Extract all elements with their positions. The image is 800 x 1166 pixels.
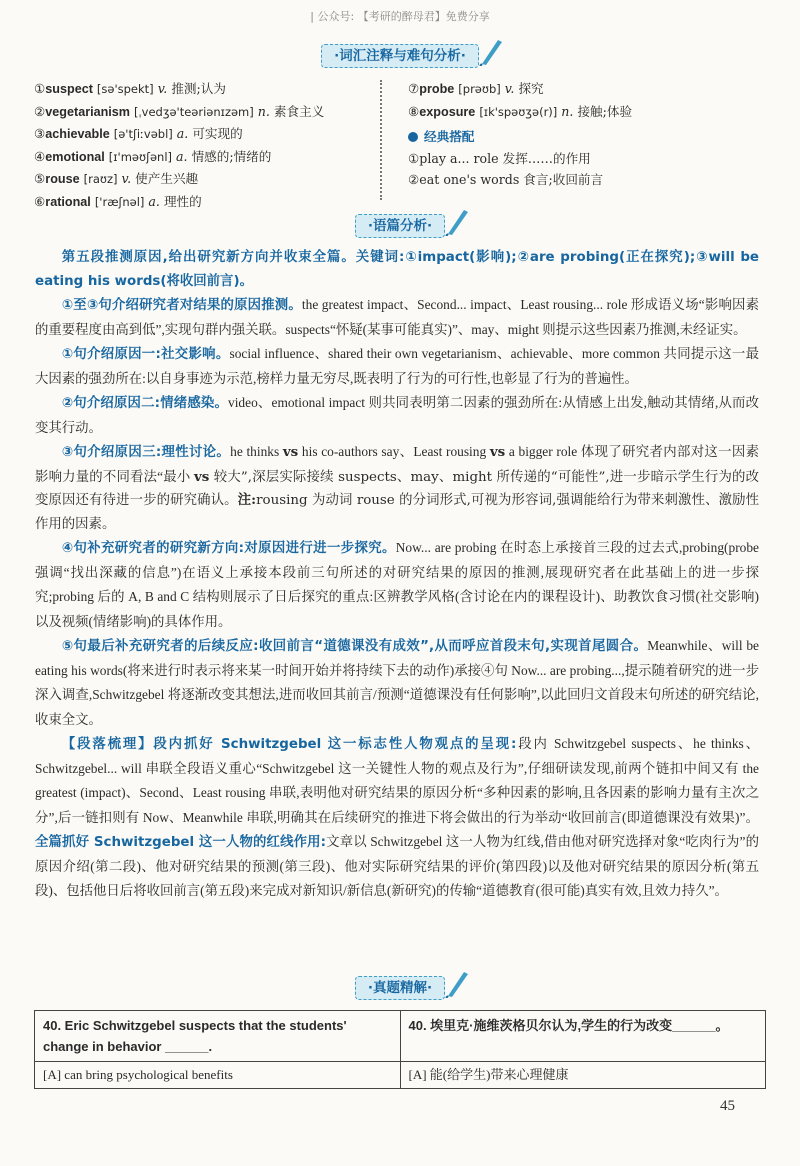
analysis-paragraph: ①句介绍原因一:社交影响。social influence、shared their own vegetarianism、achievable、more common 共同提示这一最大因素的强劲所在:以自身事迹为示范,榜样力量无穷尽,既表明了行为的可行性,也彰显了行为的普遍性。 — [35, 346, 759, 386]
vocab-item: ①suspect [sə'spekt] v. 推测;认为 — [34, 81, 226, 96]
vocab-item: ②vegetarianism [ˌvedʒə'teəriənɪzəm] n. 素食主义 — [34, 103, 325, 119]
answer-section-title: ·真题精解· — [0, 976, 800, 1002]
vocab-item: ⑥rational ['ræʃnəl] a. 理性的 — [34, 193, 202, 209]
analysis-paragraph: ⑤句最后补充研究者的后续反应:收回前言“道德课没有成效”,从而呼应首段末句,实现首尾圆合。Meanwhile、will be eating his words(将来进行时表示将来某一时间开始并将持续下去的动作)承接④句 Now... are probing...,提示随着研究的进一步深入调查,Schwitzgebel 将逐渐改变其想法,进而收回其前言/预测“道德课没有任何影响”,以此回归文首段末句所述的研究结论,收束全文。 — [35, 638, 759, 727]
analysis-paragraph: ③句介绍原因三:理性讨论。he thinks vs his co-authors say、Least rousing vs a bigger role 体现了研究者内部对这一因素影响力量的不同看法“最小 vs 较大”,深层实际接续 suspects、may、might 所传递的“可能性”,进一步暗示学生行为的改变原因还有待进一步的研究确认。注:rousing 为动词 rouse 的分词形式,可视为形容词,强调能给行为带来刺激性、激励性作用的因素。 — [35, 444, 760, 532]
vocab-list-right — [408, 78, 632, 191]
top-note: | 公众号: 【考研的醉母君】免费分享 — [310, 10, 490, 23]
question-en: 40. Eric Schwitzgebel suspects that the students' change in behavior ______. — [35, 1011, 401, 1062]
collocation-item: ①play a... role 发挥……的作用 — [408, 150, 591, 166]
binding-divider — [380, 80, 396, 200]
paragraph-summary: 【段落梳理】段内抓好 Schwitzgebel 这一标志性人物观点的呈现:段内 Schwitzgebel suspects、he thinks、Schwitzgebel... will 串联全段语义重心“Schwitzgebel 这一关键性人物的观点及行为”,仔细研读发现,前两个链扣中间又有 the greatest (impact)、Second、Least rousing 串联,表明他对研究结果的原因分析“多种因素的影响,且各因素的影响力量有主次之分”,后一链扣则有 Now、Meanwhile 串联,明确其在后续研究的推进下将会做出的行为举动“收回前言(即道德课没有效果)”。全篇抓好 Schwitzgebel 这一人物的红线作用:文章以 Schwitzgebel 这一人物为红线,借由他对研究选择对象“吃肉行为”的原因介绍(第二段)、他对研究结果的预测(第三段)、他对实际研究结果的评价(第四段)以及他对研究结果的原因分析(第五段)、包括他日后将收回前言(第五段)来完成对新知识/新信息(新研究)的传输“道德教育(很可能)真实有效,且效力持久”。 — [35, 736, 759, 898]
page-number: 45 — [720, 1098, 735, 1114]
vocab-item: ⑧exposure [ɪk'spəʊʒə(r)] n. 接触;体验 — [408, 103, 633, 119]
question-cn: 40. 埃里克·施维茨格贝尔认为,学生的行为改变______。 — [400, 1011, 766, 1062]
vocab-list-left — [34, 78, 324, 214]
vocab-item: ④emotional [ɪ'məʊʃənl] a. 情感的;情绪的 — [34, 148, 272, 164]
collocation-heading: 经典搭配 — [408, 126, 632, 148]
vocab-section-title: ·词汇注释与难句分析· — [0, 44, 800, 70]
vocab-item: ⑦probe [prəʊb] v. 探究 — [408, 81, 544, 96]
vocab-item: ⑤rouse [raʊz] v. 使产生兴趣 — [34, 171, 199, 187]
option-en: [A] can bring psychological benefits — [35, 1062, 401, 1089]
analysis-paragraph: ①至③句介绍研究者对结果的原因推测。the greatest impact、Second... impact、Least rousing... role 形成语义场“影响因素的重要程度由高到低”,实现句群内强关联。suspects“怀疑(某事可能真实)”、may、might 则提示这些因素乃推测,未经证实。 — [35, 297, 759, 337]
analysis-paragraph: ②句介绍原因二:情绪感染。video、emotional impact 则共同表明第二因素的强劲所在:从情感上出发,触动其情绪,从而改变其行动。 — [35, 395, 759, 435]
collocation-item: ②eat one's words 食言;收回前言 — [408, 172, 604, 188]
answer-table — [34, 1010, 766, 1089]
analysis-section-title: ·语篇分析· — [0, 214, 800, 240]
table-row — [35, 1062, 766, 1089]
table-row — [35, 1011, 766, 1062]
analysis-summary: 第五段推测原因,给出研究新方向并收束全篇。关键词:①impact(影响);②are probing(正在探究);③will be eating his words(将收回前言)。 — [35, 250, 759, 289]
analysis-paragraph: ④句补充研究者的研究新方向:对原因进行进一步探究。Now... are probing 在时态上承接首三段的过去式,probing(probe 强调“找出深藏的信息”)在语义上承接本段前三句所述的对研究结果的原因的推测,展现研究者在此基础上的进一步探究;probing 后的 A, B and C 结构则展示了日后探究的重点:区辨教学风格(含讨论在内的课程设计)、助教饮食习惯(社交影响)以及视频(情绪影响)的具体作用。 — [35, 540, 759, 629]
quill-pen-icon — [444, 968, 470, 998]
option-cn: [A] 能(给学生)带来心理健康 — [400, 1062, 766, 1089]
vocab-item: ③achievable [ə'tʃiːvəbl] a. 可实现的 — [34, 126, 243, 142]
discourse-analysis — [35, 246, 759, 904]
bullet-icon — [408, 132, 418, 142]
quill-pen-icon — [444, 206, 470, 236]
quill-pen-icon — [478, 36, 504, 66]
